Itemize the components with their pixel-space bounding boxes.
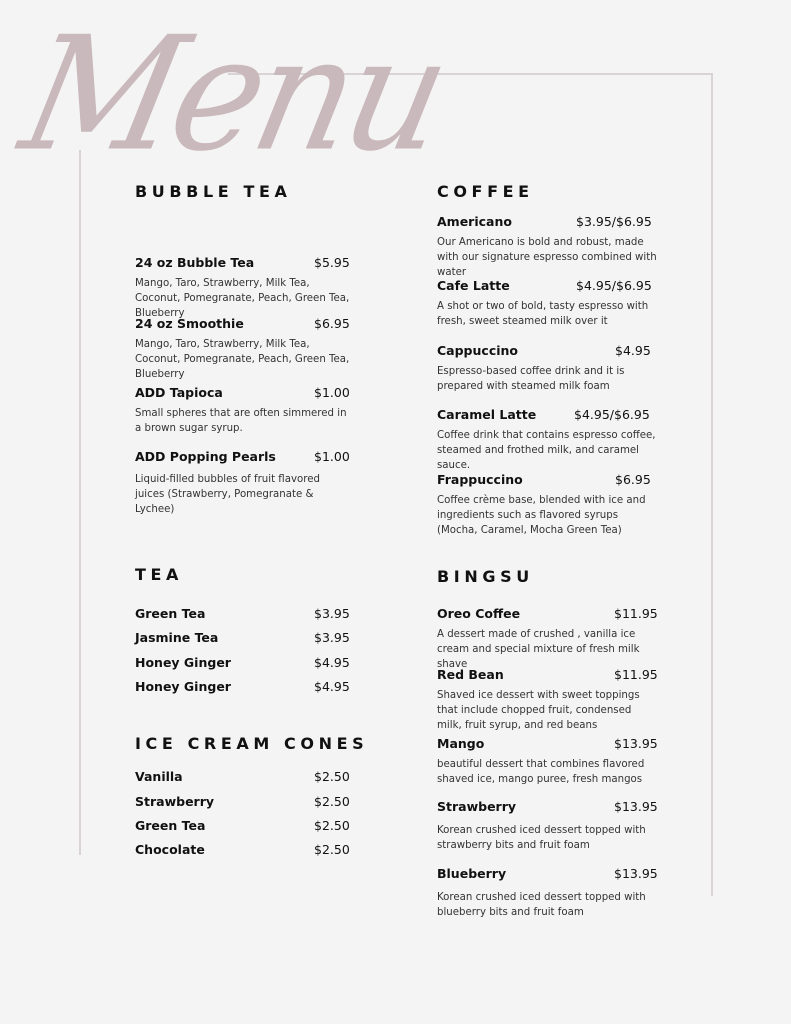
item-name: Vanilla <box>135 769 183 784</box>
item-name: Green Tea <box>135 606 206 621</box>
item-name: Mango <box>437 736 485 751</box>
item-description: A dessert made of crushed , vanilla ice cream and special mixture of fresh milk shave <box>437 629 640 670</box>
item-price: $6.95 <box>314 316 350 331</box>
item-description: Coffee drink that contains espresso coffee, steamed and frothed milk, and caramel sauce. <box>437 430 656 471</box>
menu-item <box>437 667 657 733</box>
menu-item <box>135 679 350 697</box>
bingsu-heading: BINGSU <box>437 567 534 586</box>
item-name: Oreo Coffee <box>437 606 521 621</box>
item-name: Cappuccino <box>437 343 518 358</box>
menu-item <box>437 278 657 329</box>
item-name: ADD Tapioca <box>135 385 223 400</box>
menu-item <box>437 407 657 473</box>
item-description: Mango, Taro, Strawberry, Milk Tea, Coconut, Pomegranate, Peach, Green Tea, Blueberry <box>135 339 350 380</box>
item-name: Jasmine Tea <box>135 630 219 645</box>
item-description: Our Americano is bold and robust, made with our signature espresso combined with water <box>437 237 657 278</box>
menu-item <box>437 799 657 853</box>
item-price: $1.00 <box>314 385 350 400</box>
item-name: Cafe Latte <box>437 278 510 293</box>
item-price: $2.50 <box>314 818 350 833</box>
item-price: $2.50 <box>314 842 350 857</box>
item-price: $13.95 <box>614 866 658 881</box>
item-price: $4.95 <box>615 343 651 358</box>
item-name: Blueberry <box>437 866 507 881</box>
item-name: Chocolate <box>135 842 205 857</box>
menu-item <box>135 794 350 812</box>
menu-item <box>135 842 350 860</box>
item-price: $3.95/$6.95 <box>576 214 652 229</box>
item-description: Small spheres that are often simmered in a brown sugar syrup. <box>135 408 347 434</box>
menu-item <box>135 818 350 836</box>
item-name: Red Bean <box>437 667 504 682</box>
item-description: Korean crushed iced dessert topped with strawberry bits and fruit foam <box>437 825 646 851</box>
coffee-heading: COFFEE <box>437 182 534 201</box>
item-name: 24 oz Smoothie <box>135 316 244 331</box>
item-price: $2.50 <box>314 769 350 784</box>
menu-item <box>135 606 350 624</box>
item-price: $3.95 <box>314 606 350 621</box>
item-name: Honey Ginger <box>135 679 231 694</box>
item-price: $6.95 <box>615 472 651 487</box>
item-price: $11.95 <box>614 606 658 621</box>
item-name: 24 oz Bubble Tea <box>135 255 255 270</box>
menu-item <box>135 316 350 382</box>
menu-item <box>135 385 350 436</box>
frame-line-left <box>79 150 81 855</box>
menu-item <box>437 606 657 672</box>
item-price: $2.50 <box>314 794 350 809</box>
menu-item <box>437 736 657 787</box>
menu-item <box>135 449 350 517</box>
item-price: $4.95/$6.95 <box>574 407 650 422</box>
item-price: $13.95 <box>614 799 658 814</box>
item-price: $4.95/$6.95 <box>576 278 652 293</box>
menu-item <box>135 255 350 321</box>
item-name: Frappuccino <box>437 472 523 487</box>
menu-item <box>135 630 350 648</box>
item-description: Mango, Taro, Strawberry, Milk Tea, Coconut, Pomegranate, Peach, Green Tea, Blueberry <box>135 278 350 319</box>
item-name: Strawberry <box>437 799 517 814</box>
item-description: Shaved ice dessert with sweet toppings that include chopped fruit, condensed milk, fruit syrup, and red beans <box>437 690 640 731</box>
bubble-tea-heading: BUBBLE TEA <box>135 182 292 201</box>
item-price: $4.95 <box>314 655 350 670</box>
item-description: Coffee crème base, blended with ice and ingredients such as flavored syrups (Mocha, Caramel, Mocha Green Tea) <box>437 495 646 536</box>
item-price: $11.95 <box>614 667 658 682</box>
item-description: Liquid-filled bubbles of fruit flavored juices (Strawberry, Pomegranate & Lychee) <box>135 474 320 515</box>
frame-line-right <box>711 73 713 896</box>
item-name: Green Tea <box>135 818 206 833</box>
item-price: $13.95 <box>614 736 658 751</box>
menu-title: Menu <box>8 3 459 187</box>
item-description: beautiful dessert that combines flavored shaved ice, mango puree, fresh mangos <box>437 759 645 785</box>
tea-heading: TEA <box>135 565 184 584</box>
item-price: $1.00 <box>314 449 350 464</box>
item-name: Caramel Latte <box>437 407 537 422</box>
item-name: ADD Popping Pearls <box>135 449 276 464</box>
menu-item <box>437 343 657 394</box>
item-name: Strawberry <box>135 794 215 809</box>
ice-cream-heading: ICE CREAM CONES <box>135 734 369 753</box>
menu-item <box>135 655 350 673</box>
menu-item <box>437 214 657 280</box>
menu-item <box>437 472 657 538</box>
item-name: Honey Ginger <box>135 655 231 670</box>
menu-item <box>135 769 350 787</box>
item-description: Korean crushed iced dessert topped with blueberry bits and fruit foam <box>437 892 646 918</box>
item-description: A shot or two of bold, tasty espresso with fresh, sweet steamed milk over it <box>437 301 649 327</box>
item-price: $5.95 <box>314 255 350 270</box>
item-name: Americano <box>437 214 512 229</box>
item-price: $4.95 <box>314 679 350 694</box>
item-price: $3.95 <box>314 630 350 645</box>
item-description: Espresso-based coffee drink and it is prepared with steamed milk foam <box>437 366 625 392</box>
menu-item <box>437 866 657 920</box>
